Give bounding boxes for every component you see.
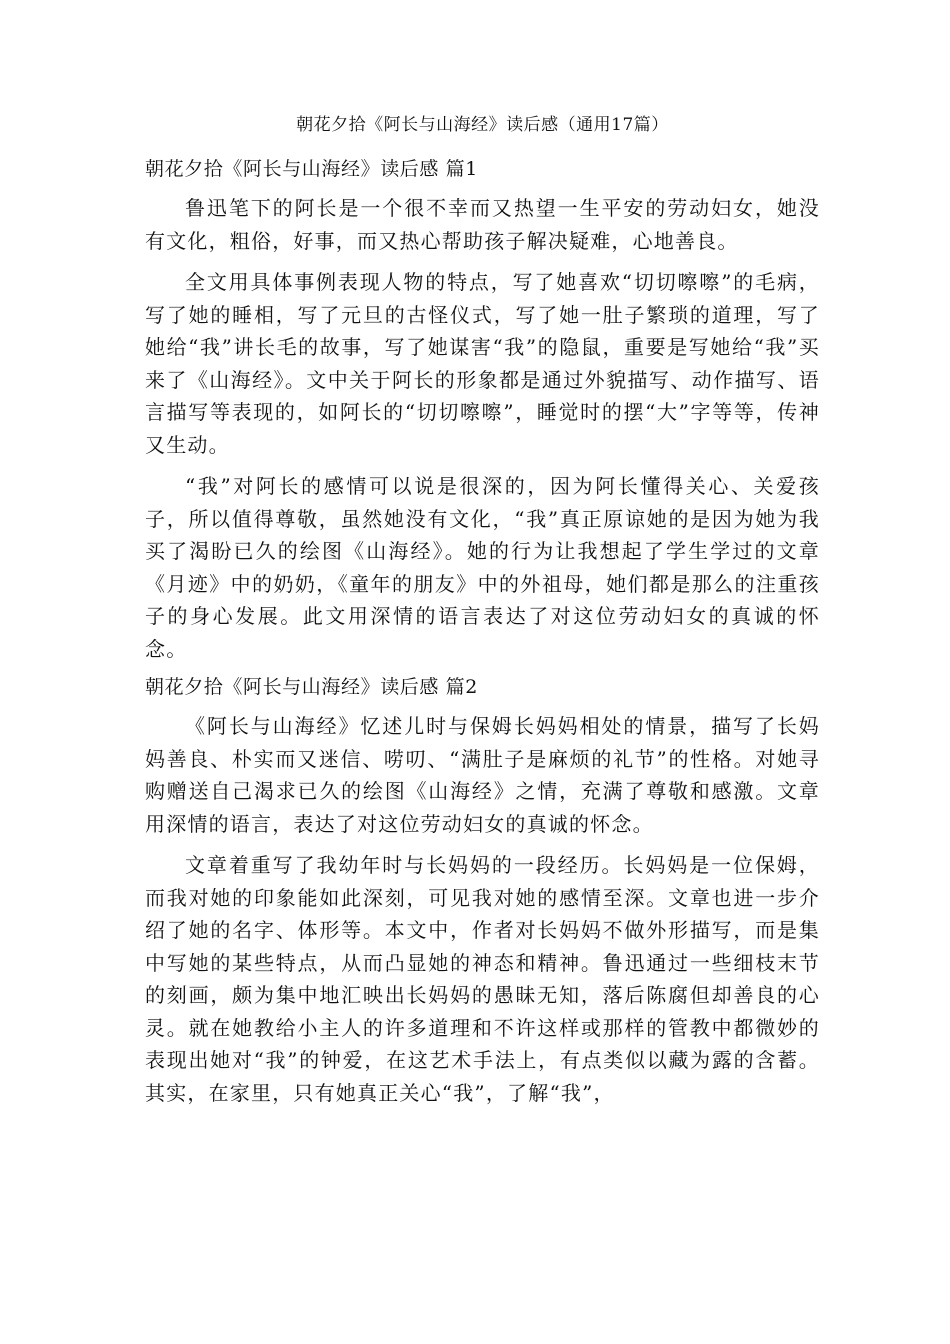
- paragraph: 《阿长与山海经》忆述儿时与保姆长妈妈相处的情景，描写了长妈妈善良、朴实而又迷信、唠叨、“满肚子是麻烦的礼节”的性格。对她寻购赠送自己渴求已久的绘图《山海经》之情，充满了尊敬和感激。文章用深情的语言，表达了对这位劳动妇女的真诚的怀念。: [145, 714, 820, 836]
- document-title: 朝花夕拾《阿长与山海经》读后感（通用17篇）: [296, 115, 669, 135]
- paragraph: 鲁迅笔下的阿长是一个很不幸而又热望一生平安的劳动妇女，她没有文化，粗俗，好事，而又热心帮助孩子解决疑难，心地善良。: [145, 196, 820, 253]
- section-1: [145, 156, 820, 665]
- section-heading: 朝花夕拾《阿长与山海经》读后感 篇1: [145, 158, 478, 180]
- paragraph: “我”对阿长的感情可以说是很深的，因为阿长懂得关心、关爱孩子，所以值得尊敬，虽然她没有文化，“我”真正原谅她的是因为她为我买了渴盼已久的绘图《山海经》。她的行为让我想起了学生学过的文章《月迹》中的奶奶，《童年的朋友》中的外祖母，她们都是那么的注重孩子的身心发展。此文用深情的语言表达了对这位劳动妇女的真诚的怀念。: [145, 474, 820, 661]
- paragraph: 全文用具体事例表现人物的特点，写了她喜欢“切切嚓嚓”的毛病，写了她的睡相，写了元旦的古怪仪式，写了她一肚子繁琐的道理，写了她给“我”讲长毛的故事，写了她谋害“我”的隐鼠，重要是写她给“我”买来了《山海经》。文中关于阿长的形象都是通过外貌描写、动作描写、语言描写等表现的，如阿长的“切切嚓嚓”，睡觉时的摆“大”字等等，传神又生动。: [145, 270, 820, 457]
- section-2: [145, 674, 820, 1109]
- paragraph: 文章着重写了我幼年时与长妈妈的一段经历。长妈妈是一位保姆，而我对她的印象能如此深刻，可见我对她的感情至深。文章也进一步介绍了她的名字、体形等。本文中，作者对长妈妈不做外形描写，而是集中写她的某些特点，从而凸显她的神态和精神。鲁迅通过一些细枝末节的刻画，颇为集中地汇映出长妈妈的愚昧无知，落后陈腐但却善良的心灵。就在她教给小主人的许多道理和不许这样或那样的管教中都微妙的表现出她对“我”的钟爱，在这艺术手法上，有点类似以藏为露的含蓄。其实，在家里，只有她真正关心“我”，了解“我”，: [145, 853, 820, 1105]
- section-heading: 朝花夕拾《阿长与山海经》读后感 篇2: [145, 676, 478, 698]
